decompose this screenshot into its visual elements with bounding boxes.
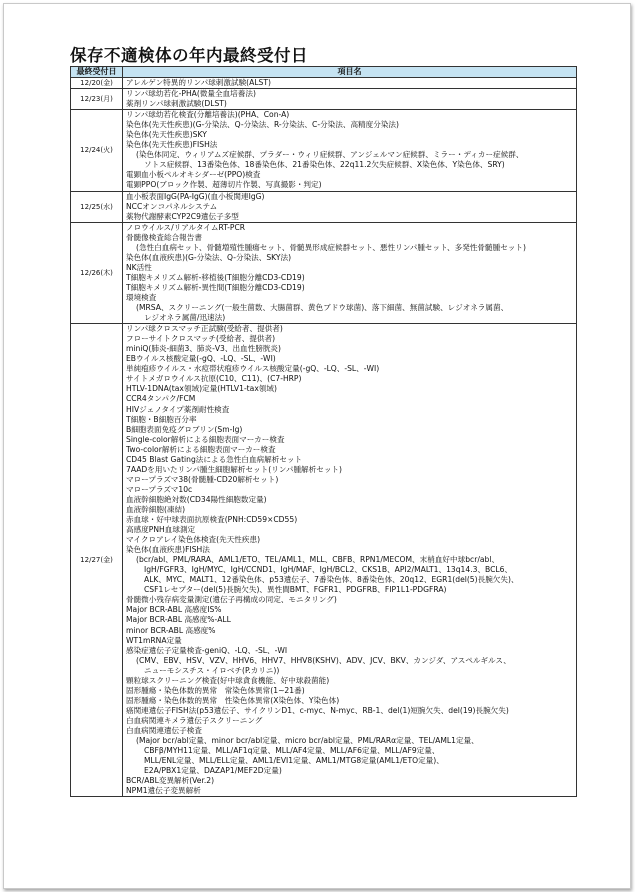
test-item-line: マイクロアレイ染色体検査(先天性疾患) bbox=[126, 535, 261, 545]
test-item-line: MLL/ENL定量、MLL/ELL定量、AML1/EVI1定量、AML1/MTG8定量(AML1/ETO定量)、 bbox=[144, 756, 444, 766]
table-row bbox=[71, 110, 577, 191]
test-item-line: ソトス症候群、13番染色体、18番染色体、21番染色体、22q11.2欠失症候群、X染色体、Y染色体、SRY) bbox=[144, 160, 505, 170]
test-item-line: WT1mRNA定量 bbox=[126, 635, 182, 645]
cutoff-date: 12/20(金) bbox=[71, 78, 123, 89]
table-header-row bbox=[71, 67, 577, 78]
test-item-line: Major BCR-ABL 高感度IS% bbox=[126, 605, 222, 615]
table-row bbox=[71, 222, 577, 323]
test-item-line: NCCオンコパネルシステム bbox=[126, 201, 218, 211]
test-item-line: (Major bcr/abl定量、minor bcr/abl定量、micro bcr/abl定量、PML/RARα定量、TEL/AML1定量、 bbox=[136, 736, 479, 746]
test-item-line: CCR4タンパク/FCM bbox=[126, 394, 196, 404]
test-item-line: Two-color解析による細胞表面マーカー検査 bbox=[126, 444, 276, 454]
cutoff-date: 12/25(水) bbox=[71, 191, 123, 222]
test-item-line: (CMV、EBV、HSV、VZV、HHV6、HHV7、HHV8(KSHV)、ADV、JCV、BKV、カンジダ、アスペルギルス、 bbox=[136, 655, 511, 665]
test-item-line: ノロウイルス/リアルタイムRT-PCR bbox=[126, 222, 246, 232]
cutoff-table bbox=[70, 66, 577, 797]
document-page bbox=[3, 3, 631, 889]
test-item-line: NK活性 bbox=[126, 262, 152, 272]
page-title: 保存不適検体の年内最終受付日 bbox=[70, 46, 308, 65]
test-item-line: ニューモシスチス・イロベチ(P.カリニ)) bbox=[144, 665, 280, 675]
test-item-line: 薬剤リンパ球刺激試験(DLST) bbox=[126, 99, 227, 109]
test-item-line: minor BCR-ABL 高感度% bbox=[126, 625, 216, 635]
test-item-line: 染色体(血液疾患)FISH法 bbox=[126, 545, 210, 555]
test-item-line: 骨髄像検査総合報告書 bbox=[126, 232, 202, 242]
cutoff-date: 12/24(火) bbox=[71, 110, 123, 191]
test-item-line: 電顕血小板ペルオキシダーゼ(PPO)検査 bbox=[126, 170, 261, 180]
table-row bbox=[71, 324, 577, 797]
test-item-line: アレルゲン特異的リンパ球刺激試験(ALST) bbox=[126, 78, 271, 87]
test-item-line: NPM1遺伝子変異解析 bbox=[126, 786, 201, 796]
test-item-line: EBウイルス核酸定量(-gQ、-LQ、-SL、-WI) bbox=[126, 354, 276, 364]
test-item-line: リンパ球幼若化-PHA(微量全血培養法) bbox=[126, 89, 256, 99]
test-item-line: 骨髄微小残存病変量測定(遺伝子再構成の同定、モニタリング) bbox=[126, 595, 337, 605]
test-item-line: 感染症遺伝子定量検査-geniQ、-LQ、-SL、-WI bbox=[126, 645, 288, 655]
test-item-line: レジオネラ属菌/迅速法) bbox=[144, 313, 226, 323]
test-item-line: B細胞表面免疫グロブリン(Sm-Ig) bbox=[126, 424, 243, 434]
test-item-line: 7AADを用いたリンパ腫生細胞解析セット(リンパ腫解析セット) bbox=[126, 464, 342, 474]
test-item-line: HTLV-1DNA(tax領域)定量(HTLV1-tax領域) bbox=[126, 384, 277, 394]
test-item-line: BCR/ABL変異解析(Ver.2) bbox=[126, 776, 215, 786]
test-item-line: 血液幹細胞(凍結) bbox=[126, 504, 186, 514]
test-item-line: 電顕PPO(ブロック作製、超薄切片作製、写真撮影・判定) bbox=[126, 180, 322, 190]
test-items bbox=[123, 191, 577, 222]
test-item-line: 染色体(先天性疾患)SKY bbox=[126, 130, 207, 140]
test-items bbox=[123, 324, 577, 797]
test-items bbox=[123, 222, 577, 323]
test-item-line: 環境検査 bbox=[126, 292, 157, 302]
test-item-line: CBFβ/MYH11定量、MLL/AF1q定量、MLL/AF4定量、MLL/AF6定量、MLL/AF9定量、 bbox=[144, 746, 440, 756]
header-date: 最終受付日 bbox=[71, 67, 123, 78]
test-item-line: T細胞キメリズム解析-移植後(T細胞分離CD3-CD19) bbox=[126, 272, 305, 282]
test-item-line: T細胞・B細胞百分率 bbox=[126, 414, 197, 424]
test-item-line: リンパ球幼若化検査(分離培養法)(PHA、Con-A) bbox=[126, 110, 290, 120]
test-item-line: 単純疱疹ウイルス・水痘帯状疱疹ウイルス核酸定量(-gQ、-LQ、-SL、-WI) bbox=[126, 364, 380, 374]
test-item-line: CD45 Blast Gating法による急性白血病解析セット bbox=[126, 454, 303, 464]
test-item-line: 顆粒球スクリーニング検査(好中球貪食機能、好中球殺菌能) bbox=[126, 675, 330, 685]
test-item-line: (bcr/abl、PML/RARA、AML1/ETO、TEL/AML1、MLL、CBFB、RPN1/MECOM、末梢血好中球bcr/abl、 bbox=[136, 555, 500, 565]
test-item-line: サイトメガロウイルス抗原(C10、C11)、(C7-HRP) bbox=[126, 374, 302, 384]
header-items: 項目名 bbox=[123, 67, 577, 78]
test-item-line: Major BCR-ABL 高感度%-ALL bbox=[126, 615, 231, 625]
test-item-line: (急性白血病セット、骨髄増殖性腫瘍セット、骨髄異形成症候群セット、悪性リンパ腫セット、多発性骨髄腫セット) bbox=[136, 242, 526, 252]
test-item-line: 白血病関連キメラ遺伝子スクリーニング bbox=[126, 715, 263, 725]
test-item-line: 薬物代謝酵素CYP2C9遺伝子多型 bbox=[126, 211, 239, 221]
test-item-line: フローサイトクロスマッチ(受給者、提供者) bbox=[126, 334, 276, 344]
test-item-line: 染色体(先天性疾患)(G-分染法、Q-分染法、R-分染法、C-分染法、高精度分染法) bbox=[126, 120, 399, 130]
table-row bbox=[71, 89, 577, 110]
table-body bbox=[71, 78, 577, 797]
test-items bbox=[123, 110, 577, 191]
cutoff-date: 12/23(月) bbox=[71, 89, 123, 110]
cutoff-date: 12/27(金) bbox=[71, 324, 123, 797]
test-item-line: 高感度PNH血球測定 bbox=[126, 525, 196, 535]
test-item-line: miniQ(肺炎-細菌3、肺炎-V3、出血性膀胱炎) bbox=[126, 344, 281, 354]
test-item-line: CSF1レセプター(del(5)長腕欠失)、異性間BMT、FGFR1、PDGFRB、FIP1L1-PDGFRA) bbox=[144, 585, 447, 595]
test-item-line: リンパ球クロスマッチ正試験(受給者、提供者) bbox=[126, 324, 283, 334]
test-item-line: E2A/PBX1定量、DAZAP1/MEF2D定量) bbox=[144, 766, 282, 776]
test-item-line: 染色体(先天性疾患)FISH法 bbox=[126, 140, 218, 150]
test-item-line: 癌関連遺伝子FISH法(p53遺伝子、サイクリンD1、c-myc、N-myc、RB-1、del(1)短腕欠失、del(19)長腕欠失) bbox=[126, 705, 509, 715]
test-item-line: 血小板表面IgG(PA-IgG)(血小板関連IgG) bbox=[126, 191, 265, 201]
test-item-line: 染色体(血液疾患)(G-分染法、Q-分染法、SKY法) bbox=[126, 252, 292, 262]
test-item-line: 白血病関連遺伝子検査 bbox=[126, 726, 202, 735]
test-item-line: 固形腫瘍・染色体数的異常 常染色体異常(1~21番) bbox=[126, 685, 305, 695]
test-item-line: 赤血球・好中球表面抗原検査(PNH:CD59×CD55) bbox=[126, 515, 298, 525]
test-item-line: HIVジェノタイプ薬剤耐性検査 bbox=[126, 404, 230, 414]
test-item-line: (MRSA、スクリーニング(一般生菌数、大腸菌群、黄色ブドウ球菌)、落下細菌、無菌試験、レジオネラ属菌、 bbox=[136, 303, 509, 313]
cutoff-date: 12/26(木) bbox=[71, 222, 123, 323]
test-item-line: マロープラズマ38(骨髄腫-CD20解析セット) bbox=[126, 474, 279, 484]
test-item-line: 固形腫瘍・染色体数的異常 性染色体異常(X染色体、Y染色体) bbox=[126, 695, 340, 705]
test-item-line: Single-color解析による細胞表面マーカー検査 bbox=[126, 434, 285, 444]
test-item-line: マロープラズマ10c bbox=[126, 484, 193, 494]
test-item-line: 血液幹細胞絶対数(CD34陽性細胞数定量) bbox=[126, 494, 267, 504]
test-item-line: IgH/FGFR3、IgH/MYC、IgH/CCND1、IgH/MAF、IgH/BCL2、CKS1B、API2/MALT1、13q14.3、BCL6、 bbox=[144, 565, 513, 575]
table-row bbox=[71, 78, 577, 89]
test-items bbox=[123, 78, 577, 89]
test-item-line: ALK、MYC、MALT1、12番染色体、p53遺伝子、7番染色体、8番染色体、20q12、EGR1(del(5)長腕欠失)、 bbox=[144, 575, 519, 585]
test-item-line: (染色体同定、ウィリアムズ症候群、プラダー・ウィリ症候群、アンジェルマン症候群、ミラー・ディカー症候群、 bbox=[136, 150, 524, 160]
test-items bbox=[123, 89, 577, 110]
test-item-line: T細胞キメリズム解析-異性間(T細胞分離CD3-CD19) bbox=[126, 282, 305, 292]
table-row bbox=[71, 191, 577, 222]
